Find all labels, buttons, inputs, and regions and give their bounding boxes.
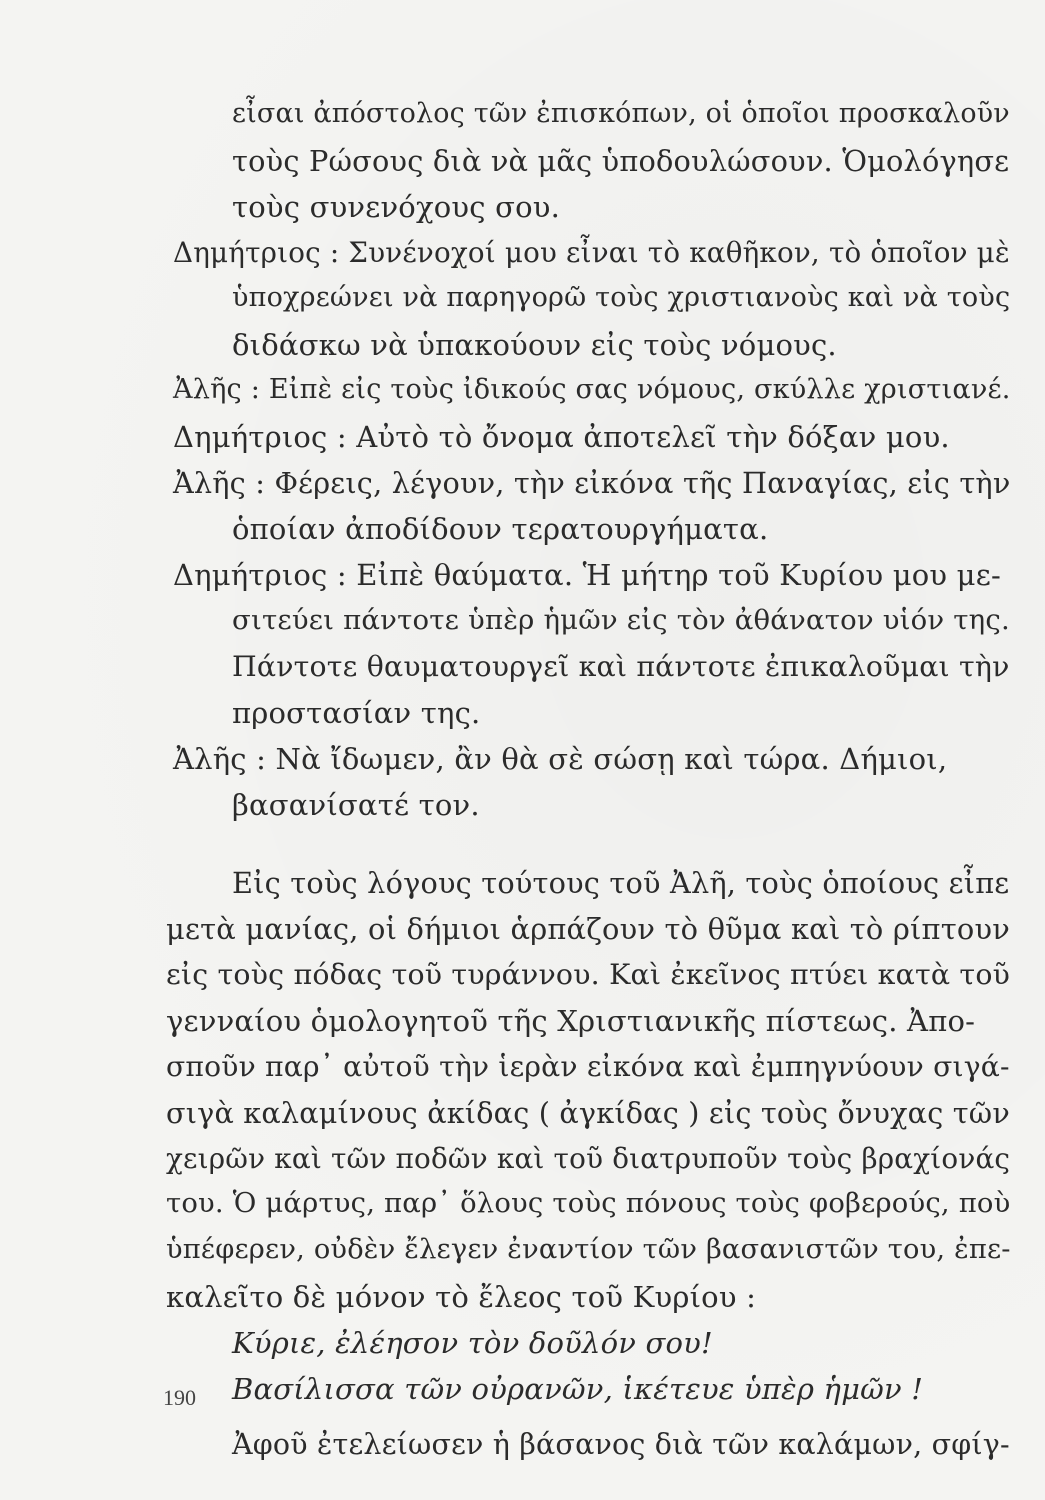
- text-line: Ἀφοῦ ἐτελείωσεν ἡ βάσανος διὰ τῶν καλάμων, σφίγ-: [232, 1428, 1010, 1461]
- text-line: του. Ὁ μάρτυς, παρ᾽ ὅλους τοὺς πόνους τοὺς φοβερούς, ποὺ: [166, 1188, 1011, 1219]
- text-line: γενναίου ὁμολογητοῦ τῆς Χριστιανικῆς πίστεως. Ἀπο-: [166, 1004, 976, 1038]
- text-line: σποῦν παρ᾽ αὐτοῦ τὴν ἱερὰν εἰκόνα καὶ ἐμπηγνύουν σιγά-: [166, 1050, 1010, 1083]
- italic-prayer-line: Βασίλισσα τῶν οὐρανῶν, ἱκέτευε ὑπὲρ ἡμῶν !: [232, 1372, 924, 1406]
- text-line: Δημήτριος : Συνένοχοί μου εἶναι τὸ καθῆκον, τὸ ὁποῖον μὲ: [173, 236, 1010, 269]
- italic-prayer-line: Κύριε, ἐλέησον τὸν δοῦλόν σου!: [232, 1326, 713, 1360]
- text-line: εἰς τοὺς πόδας τοῦ τυράννου. Καὶ ἐκεῖνος πτύει κατὰ τοῦ: [166, 958, 1011, 991]
- text-line: προστασίαν της.: [232, 696, 481, 730]
- text-line: μετὰ μανίας, οἱ δήμιοι ἁρπάζουν τὸ θῦμα καὶ τὸ ρίπτουν: [166, 912, 1010, 946]
- text-line: βασανίσατέ τον.: [232, 788, 480, 822]
- text-line: ὑποχρεώνει νὰ παρηγορῶ τοὺς χριστιανοὺς καὶ νὰ τοὺς: [232, 282, 1011, 313]
- text-line: Δημήτριος : Αὐτὸ τὸ ὄνομα ἀποτελεῖ τὴν δόξαν μου.: [173, 420, 950, 454]
- text-line: Εἰς τοὺς λόγους τούτους τοῦ Ἀλῆ, τοὺς ὁποίους εἶπε: [232, 866, 1010, 900]
- text-line: σιτεύει πάντοτε ὑπὲρ ἡμῶν εἰς τὸν ἀθάνατον υἱόν της.: [232, 604, 1010, 636]
- text-line: Ἀλῆς : Νὰ ἴδωμεν, ἂν θὰ σὲ σώσῃ καὶ τώρα. Δήμιοι,: [173, 742, 948, 776]
- text-line: Δημήτριος : Εἰπὲ θαύματα. Ἡ μήτηρ τοῦ Κυρίου μου με-: [173, 558, 1001, 592]
- text-line: Ἀλῆς : Φέρεις, λέγουν, τὴν εἰκόνα τῆς Παναγίας, εἰς τὴν: [173, 466, 1011, 500]
- text-line: τοὺς συνενόχους σου.: [232, 190, 560, 224]
- text-line: ὑπέφερεν, οὐδὲν ἔλεγεν ἐναντίον τῶν βασανιστῶν του, ἐπε-: [166, 1234, 1011, 1265]
- text-line: Ἀλῆς : Εἰπὲ εἰς τοὺς ἰδικούς σας νόμους, σκύλλε χριστιανέ.: [173, 374, 1011, 405]
- text-line: ὁποίαν ἀποδίδουν τερατουργήματα.: [232, 512, 769, 546]
- text-line: καλεῖτο δὲ μόνον τὸ ἔλεος τοῦ Κυρίου :: [166, 1280, 757, 1314]
- text-line: χειρῶν καὶ τῶν ποδῶν καὶ τοῦ διατρυποῦν τοὺς βραχίονάς: [166, 1142, 1011, 1175]
- text-line: διδάσκω νὰ ὑπακούουν εἰς τοὺς νόμους.: [232, 328, 837, 362]
- text-line: σιγὰ καλαμίνους ἀκίδας ( ἀγκίδας ) εἰς τοὺς ὄνυχας τῶν: [166, 1096, 1010, 1130]
- text-line: τοὺς Ρώσους διὰ νὰ μᾶς ὑποδουλώσουν. Ὁμολόγησε: [232, 144, 1010, 178]
- text-line: Πάντοτε θαυματουργεῖ καὶ πάντοτε ἐπικαλοῦμαι τὴν: [232, 650, 1010, 683]
- page-number: 190: [163, 1385, 196, 1410]
- text-line: εἶσαι ἀπόστολος τῶν ἐπισκόπων, οἱ ὁποῖοι προσκαλοῦν: [232, 98, 1010, 129]
